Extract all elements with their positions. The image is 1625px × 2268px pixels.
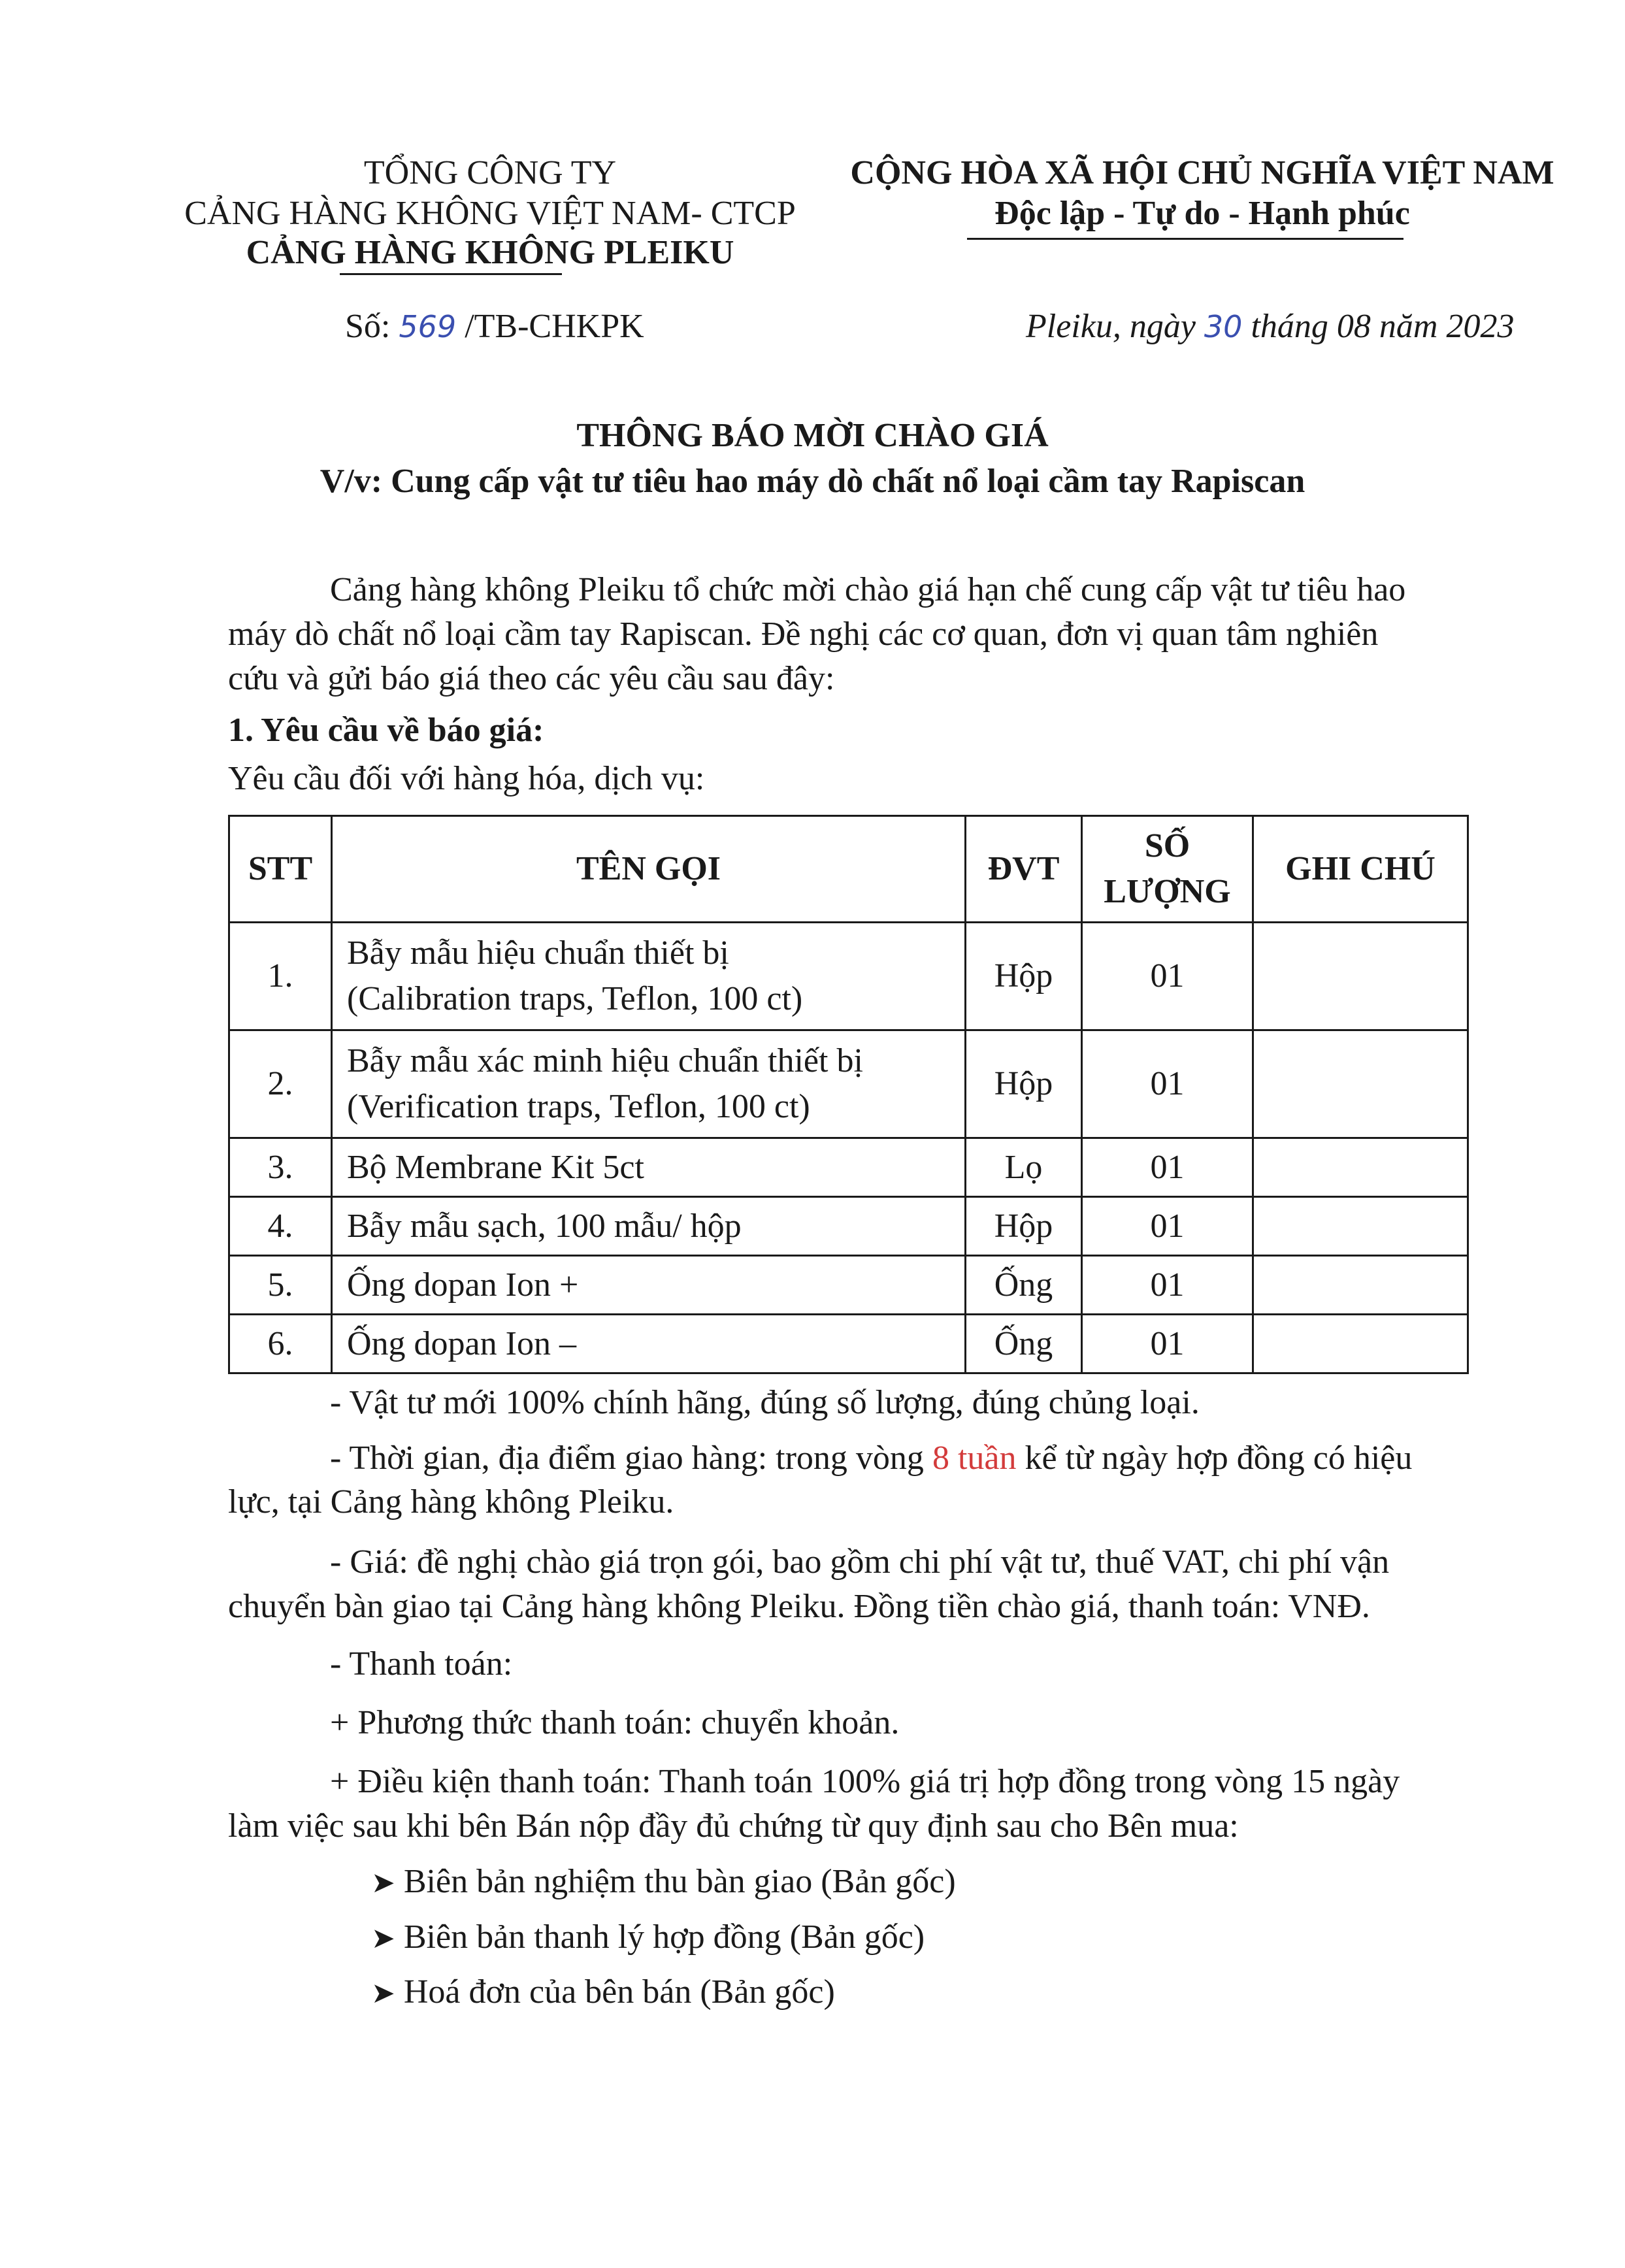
- requirement-price: - Giá: đề nghị chào giá trọn gói, bao gồm chi phí vật tư, thuế VAT, chi phí vận: [330, 1543, 1390, 1581]
- row-stt: 1.: [229, 923, 332, 1030]
- intro-line-3: cứu và gửi báo giá theo các yêu cầu sau đây:: [228, 660, 835, 697]
- requirement-payment-terms-cont: làm việc sau khi bên Bán nộp đầy đủ chứng từ quy định sau cho Bên mua:: [228, 1807, 1239, 1845]
- table-row: [229, 1256, 1468, 1315]
- arrow-bullet-icon: ➤: [371, 1977, 395, 2010]
- items-table: [228, 815, 1469, 1374]
- row-unit: Hộp: [966, 923, 1082, 1030]
- requirement-delivery-cont: lực, tại Cảng hàng không Pleiku.: [228, 1483, 674, 1520]
- row-note: [1253, 1315, 1468, 1373]
- doc-number-handwritten: 569: [399, 309, 457, 344]
- document-title: THÔNG BÁO MỜI CHÀO GIÁ: [576, 417, 1049, 454]
- header-stt: STT: [229, 816, 332, 923]
- row-name: Ống dopan Ion –: [332, 1315, 966, 1373]
- row-unit: Hộp: [966, 1030, 1082, 1138]
- org-name: CẢNG HÀNG KHÔNG PLEIKU: [246, 234, 734, 271]
- place-date: Pleiku, ngày 30 tháng 08 năm 2023: [1026, 308, 1515, 345]
- row-note: [1253, 1197, 1468, 1256]
- motto-underline: [967, 238, 1403, 240]
- arrow-bullet-icon: ➤: [371, 1922, 395, 1955]
- row-qty: 01: [1082, 1138, 1253, 1197]
- delivery-weeks-highlight: 8 tuần: [932, 1439, 1017, 1477]
- doc-item: ➤ Hoá đơn của bên bán (Bản gốc): [371, 1973, 835, 2011]
- requirement-payment: - Thanh toán:: [330, 1645, 513, 1683]
- row-note: [1253, 1256, 1468, 1315]
- requirement-price-cont: chuyển bàn giao tại Cảng hàng không Pleiku. Đồng tiền chào giá, thanh toán: VNĐ.: [228, 1588, 1370, 1625]
- national-title: CỘNG HÒA XÃ HỘI CHỦ NGHĨA VIỆT NAM: [850, 154, 1554, 191]
- row-note: [1253, 1138, 1468, 1197]
- row-stt: 6.: [229, 1315, 332, 1373]
- row-stt: 5.: [229, 1256, 332, 1315]
- header-unit: ĐVT: [966, 816, 1082, 923]
- intro-line-2: máy dò chất nổ loại cầm tay Rapiscan. Đề nghị các cơ quan, đơn vị quan tâm nghiên: [228, 616, 1379, 653]
- requirement-payment-method: + Phương thức thanh toán: chuyển khoản.: [330, 1704, 900, 1741]
- row-unit: Ống: [966, 1315, 1082, 1373]
- doc-item: ➤ Biên bản nghiệm thu bàn giao (Bản gốc): [371, 1863, 956, 1900]
- requirement-new-goods: - Vật tư mới 100% chính hãng, đúng số lượng, đúng chủng loại.: [330, 1384, 1200, 1421]
- row-qty: 01: [1082, 1256, 1253, 1315]
- row-name: Bộ Membrane Kit 5ct: [332, 1138, 966, 1197]
- row-name: Bẫy mẫu hiệu chuẩn thiết bị (Calibration traps, Teflon, 100 ct): [332, 923, 966, 1030]
- section-1-heading: 1. Yêu cầu về báo giá:: [228, 712, 544, 749]
- table-row: [229, 1030, 1468, 1138]
- row-unit: Ống: [966, 1256, 1082, 1315]
- row-qty: 01: [1082, 923, 1253, 1030]
- org-corporation: CẢNG HÀNG KHÔNG VIỆT NAM- CTCP: [184, 195, 796, 232]
- row-stt: 2.: [229, 1030, 332, 1138]
- header-note: GHI CHÚ: [1253, 816, 1468, 923]
- table-row: [229, 1315, 1468, 1373]
- row-stt: 3.: [229, 1138, 332, 1197]
- header-qty: SỐ LƯỢNG: [1082, 816, 1253, 923]
- table-row: [229, 1138, 1468, 1197]
- row-qty: 01: [1082, 1315, 1253, 1373]
- doc-number: Số: 569 /TB-CHKPK: [345, 308, 644, 345]
- header-name: TÊN GỌI: [332, 816, 966, 923]
- document-subject: V/v: Cung cấp vật tư tiêu hao máy dò chất nổ loại cầm tay Rapiscan: [320, 463, 1305, 500]
- row-qty: 01: [1082, 1030, 1253, 1138]
- requirement-delivery: - Thời gian, địa điểm giao hàng: trong vòng 8 tuần kể từ ngày hợp đồng có hiệu: [330, 1439, 1413, 1477]
- section-1-subheading: Yêu cầu đối với hàng hóa, dịch vụ:: [228, 760, 705, 797]
- national-motto: Độc lập - Tự do - Hạnh phúc: [994, 195, 1410, 232]
- row-unit: Lọ: [966, 1138, 1082, 1197]
- org-underline: [340, 273, 562, 275]
- row-stt: 4.: [229, 1197, 332, 1256]
- row-qty: 01: [1082, 1197, 1253, 1256]
- row-name: Ống dopan Ion +: [332, 1256, 966, 1315]
- table-header-row: [229, 816, 1468, 923]
- intro-line-1: Cảng hàng không Pleiku tổ chức mời chào giá hạn chế cung cấp vật tư tiêu hao: [330, 571, 1406, 608]
- row-note: [1253, 1030, 1468, 1138]
- table-row: [229, 923, 1468, 1030]
- doc-item: ➤ Biên bản thanh lý hợp đồng (Bản gốc): [371, 1918, 925, 1956]
- requirement-payment-terms: + Điều kiện thanh toán: Thanh toán 100% giá trị hợp đồng trong vòng 15 ngày: [330, 1763, 1400, 1800]
- table-row: [229, 1197, 1468, 1256]
- date-day-handwritten: 30: [1204, 309, 1243, 344]
- row-unit: Hộp: [966, 1197, 1082, 1256]
- org-parent: TỔNG CÔNG TY: [363, 154, 617, 191]
- arrow-bullet-icon: ➤: [371, 1866, 395, 1899]
- row-name: Bẫy mẫu xác minh hiệu chuẩn thiết bị (Verification traps, Teflon, 100 ct): [332, 1030, 966, 1138]
- row-note: [1253, 923, 1468, 1030]
- row-name: Bẫy mẫu sạch, 100 mẫu/ hộp: [332, 1197, 966, 1256]
